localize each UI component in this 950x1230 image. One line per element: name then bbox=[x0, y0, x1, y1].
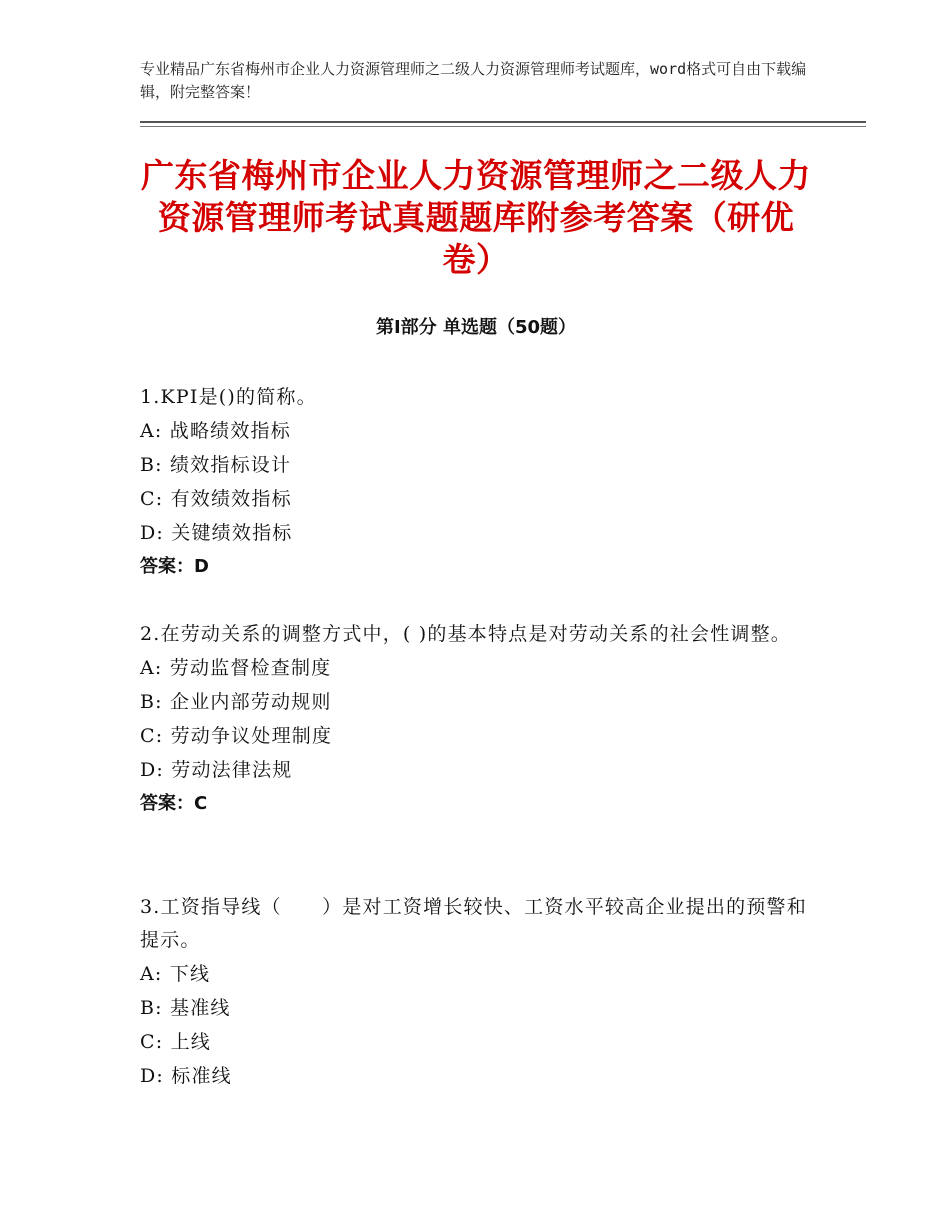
answer: 答案：D bbox=[140, 556, 209, 577]
option-d: D: 标准线 bbox=[140, 1065, 232, 1087]
option-a: A: 下线 bbox=[140, 963, 211, 985]
option-d: D: 劳动法律法规 bbox=[140, 759, 293, 781]
question-text: 3.工资指导线（ ）是对工资增长较快、工资水平较高企业提出的预警和提示。 bbox=[140, 896, 807, 951]
header-rule-thick bbox=[140, 121, 866, 123]
option-a: A: 劳动监督检查制度 bbox=[140, 657, 332, 679]
option-b: B: 基准线 bbox=[140, 997, 231, 1019]
option-b: B: 绩效指标设计 bbox=[140, 454, 292, 476]
header-note: 专业精品广东省梅州市企业人力资源管理师之二级人力资源管理师考试题库，word格式可自由下载编辑，附完整答案！ bbox=[140, 60, 807, 101]
section-title: 第Ⅰ部分 单选题（50题） bbox=[375, 317, 576, 338]
option-d: D: 关键绩效指标 bbox=[140, 522, 293, 544]
question-text: 1.KPI是()的简称。 bbox=[140, 386, 317, 408]
option-c: C: 上线 bbox=[140, 1031, 211, 1053]
option-b: B: 企业内部劳动规则 bbox=[140, 691, 332, 713]
option-c: C: 劳动争议处理制度 bbox=[140, 725, 333, 747]
question-1 bbox=[140, 381, 820, 584]
header-rule-thin bbox=[140, 126, 866, 127]
option-a: A: 战略绩效指标 bbox=[140, 420, 291, 442]
document-title: 广东省梅州市企业人力资源管理师之二级人力资源管理师考试真题题库附参考答案（研优卷） bbox=[141, 156, 811, 279]
question-3 bbox=[140, 891, 820, 1093]
option-c: C: 有效绩效指标 bbox=[140, 488, 292, 510]
question-2 bbox=[140, 618, 820, 821]
answer: 答案：C bbox=[140, 793, 208, 814]
question-text: 2.在劳动关系的调整方式中，( )的基本特点是对劳动关系的社会性调整。 bbox=[140, 623, 791, 645]
